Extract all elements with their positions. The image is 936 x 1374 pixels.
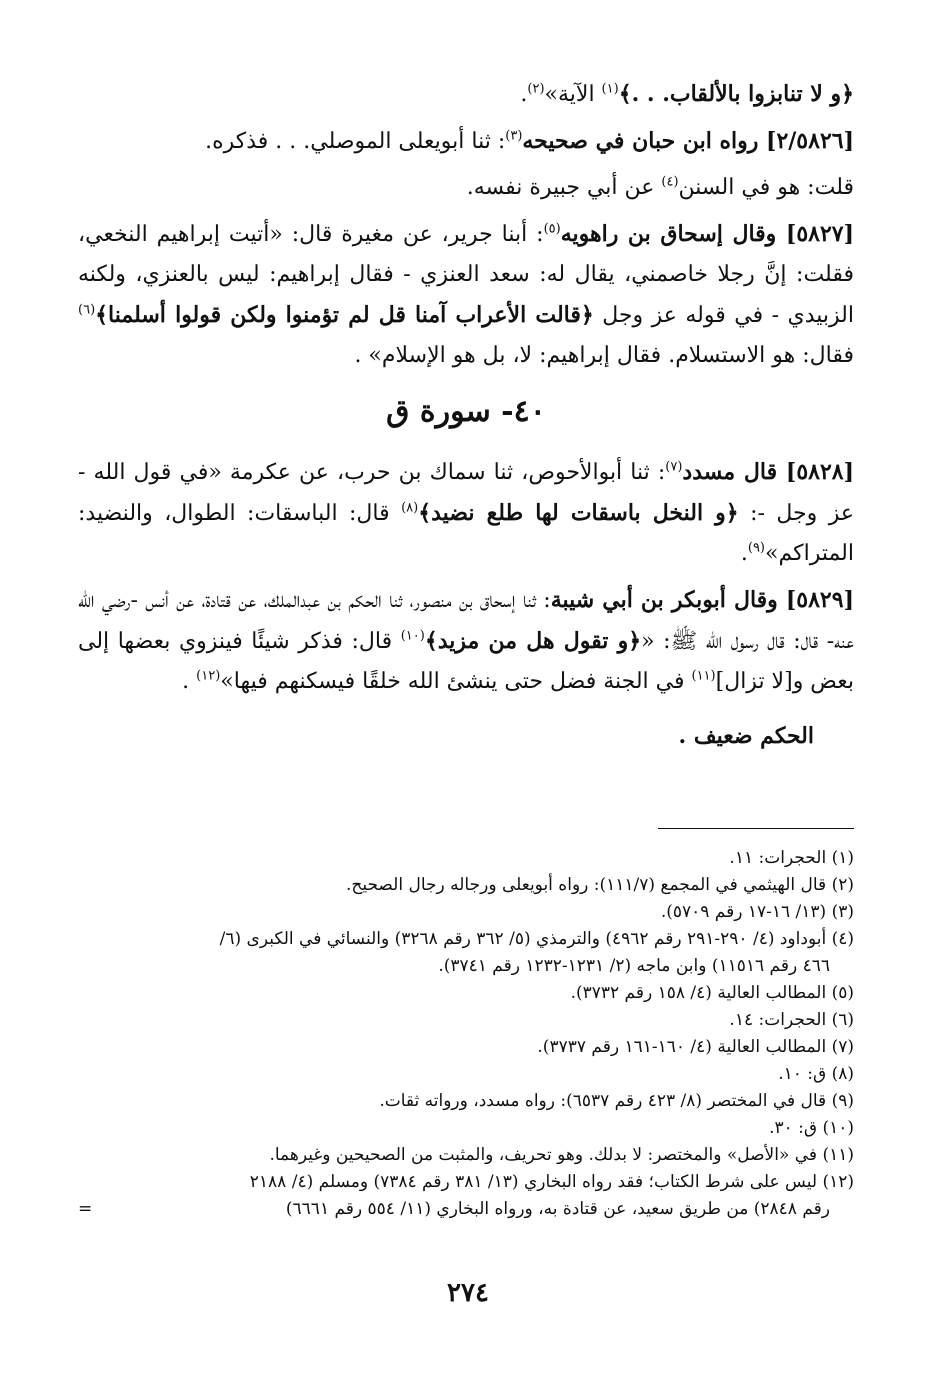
hadith-number: [٢/٥٨٢٦]	[758, 128, 854, 154]
footnote-item: (١١) في «الأصل» والمختصر: لا بدلك. وهو تحريف، والمثبت من الصحيحين وغيرهما.	[269, 1145, 854, 1165]
footnote-marker: (٥)	[543, 221, 561, 237]
main-text	[78, 74, 854, 756]
footnote-item: (٢) قال الهيثمي في المجمع (١١١/٧): رواه أبويعلى ورجاله رجال الصحيح.	[345, 875, 854, 895]
footnote-item-continuation	[78, 953, 854, 980]
footnote-marker: (١٠)	[400, 628, 425, 644]
text-run: قال: فذكر شيئًا فينزوي بعضها إلى بعض و[لا تزال]	[78, 629, 854, 694]
quran-verse: ﴿قالت الأعراب آمنا قل لم تؤمنوا ولكن قولوا أسلمنا﴾	[95, 302, 594, 328]
footnote-item: (١) الحجرات: ١١.	[729, 848, 854, 868]
footnote-marker: (١٢)	[196, 668, 221, 684]
footnotes	[78, 845, 854, 1223]
footnote-marker: (٦)	[78, 302, 96, 318]
footnote-separator	[658, 828, 854, 829]
text-run: : ثنا أبويعلى الموصلي. . . فذكره.	[205, 129, 506, 154]
grading-verdict: الحكم ضعيف .	[678, 723, 814, 749]
footnote-continuation-text: ٤٦٦ رقم ١١٥١٦) وابن ماجه (٢/ ١٢٣١-١٢٣٢ رقم ٣٧٤١).	[438, 956, 830, 976]
footnote-item-continuation	[78, 1196, 854, 1223]
text-run: : ثنا إسحاق بن منصور، ثنا الحكم بن عبدالملك، عن قتادة، عن أنس -رضي الله عنه- قال: قال رسول الله ﷺ: «	[78, 588, 854, 654]
narrator-lead: رواه ابن حبان في صحيحه	[522, 128, 759, 154]
paragraph-note	[78, 168, 854, 208]
footnote-item: (١٠) ق: ٣٠.	[769, 1118, 854, 1138]
paragraph-hadith-5826	[78, 121, 854, 162]
hadith-number: [٥٨٢٧]	[776, 221, 854, 247]
footnote-marker: (١)	[601, 81, 619, 97]
narrator-lead: قال مسدد	[682, 459, 778, 485]
narrator-lead: وقال إسحاق بن راهويه	[560, 221, 777, 247]
text-run: : أبنا جرير، عن مغيرة قال: «أتيت إبراهيم النخعي، فقلت: إنَّ رجلا خاصمني، يقال له: سعد العنزي - فقال إبراهيم: ليس بالعنزي، ولكنه الزبيدي - في قوله عز وجل	[78, 222, 854, 328]
footnote-continuation-text: رقم ٢٨٤٨) من طريق سعيد، عن قتادة به، ورواه البخاري (١١/ ٥٥٤ رقم ٦٦٦١)	[285, 1199, 830, 1219]
footnote-marker: (٣)	[505, 128, 523, 144]
continuation-sign: =	[78, 1199, 93, 1219]
footnote-item: (٩) قال في المختصر (٨/ ٤٢٣ رقم ٦٥٣٧): رواه مسدد، ورواته ثقات.	[379, 1091, 854, 1111]
footnote-marker: (٩)	[747, 540, 765, 556]
paragraph-verse-quote	[78, 74, 854, 115]
text-run: عن أبي جبيرة نفسه.	[466, 175, 662, 200]
footnote-marker: (٧)	[665, 459, 683, 475]
text-run: فقال: هو الاستسلام. فقال إبراهيم: لا، بل هو الإسلام» .	[354, 343, 854, 368]
hadith-number: [٥٨٢٨]	[777, 459, 855, 485]
paragraph-hadith-5827	[78, 214, 854, 376]
quran-verse: ﴿و تقول هل من مزيد﴾	[424, 628, 642, 654]
text-run: في الجنة فضل حتى ينشئ الله خلقًا فيسكنهم فيها»	[220, 669, 692, 694]
footnote-marker: (٢)	[527, 81, 545, 97]
text-run: قال: الباسقات: الطوال، والنضيد: المتراكم»	[78, 501, 854, 566]
quran-verse: ﴿و النخل باسقات لها طلع نضيد﴾	[418, 500, 739, 526]
text-run: .	[740, 541, 748, 566]
footnote-item: (٥) المطالب العالية (٤/ ١٥٨ رقم ٣٧٣٢).	[570, 983, 854, 1003]
footnote-marker: (١١)	[691, 668, 716, 684]
footnote-item: (٦) الحجرات: ١٤.	[729, 1010, 854, 1030]
footnote-item: (٤) أبوداود (٤/ ٢٩٠-٢٩١ رقم ٤٩٦٢) والترمذي (٥/ ٣٦٢ رقم ٣٢٦٨) والنسائي في الكبرى (٦/	[219, 929, 854, 949]
text-run: قلت: هو في السنن	[678, 175, 854, 200]
footnote-item: (٧) المطالب العالية (٤/ ١٦٠-١٦١ رقم ٣٧٣٧).	[537, 1037, 854, 1057]
hadith-number: [٥٨٢٩]	[777, 587, 854, 613]
narrator-lead: وقال أبوبكر بن أبي شيبة	[550, 587, 778, 613]
footnote-item: (١٢) ليس على شرط الكتاب؛ فقد رواه البخاري (١٣/ ٣٨١ رقم ٧٣٨٤) ومسلم (٤/ ٢١٨٨	[249, 1172, 854, 1192]
paragraph-hadith-5829	[78, 580, 854, 702]
footnote-item: (٣) (١٣/ ١٦-١٧ رقم ٥٧٠٩).	[660, 902, 854, 922]
footnote-marker: (٤)	[661, 174, 679, 190]
text-run: : ثنا أبوالأحوص، ثنا سماك بن حرب، عن عكرمة «في قول الله - عز وجل -:	[78, 460, 854, 526]
text-run: .	[182, 669, 197, 694]
quran-verse: ﴿و لا تنابزوا بالألقاب. . .﴾	[618, 81, 854, 107]
surah-heading: ٤٠- سورة ق	[386, 394, 546, 429]
footnote-item: (٨) ق: ١٠.	[778, 1064, 854, 1084]
page-number: ٢٧٤	[447, 1278, 489, 1308]
paragraph-hadith-5828	[78, 452, 854, 574]
text-run: .	[520, 82, 528, 107]
footnote-marker: (٨)	[401, 500, 419, 516]
text-run: الآية»	[544, 82, 602, 107]
